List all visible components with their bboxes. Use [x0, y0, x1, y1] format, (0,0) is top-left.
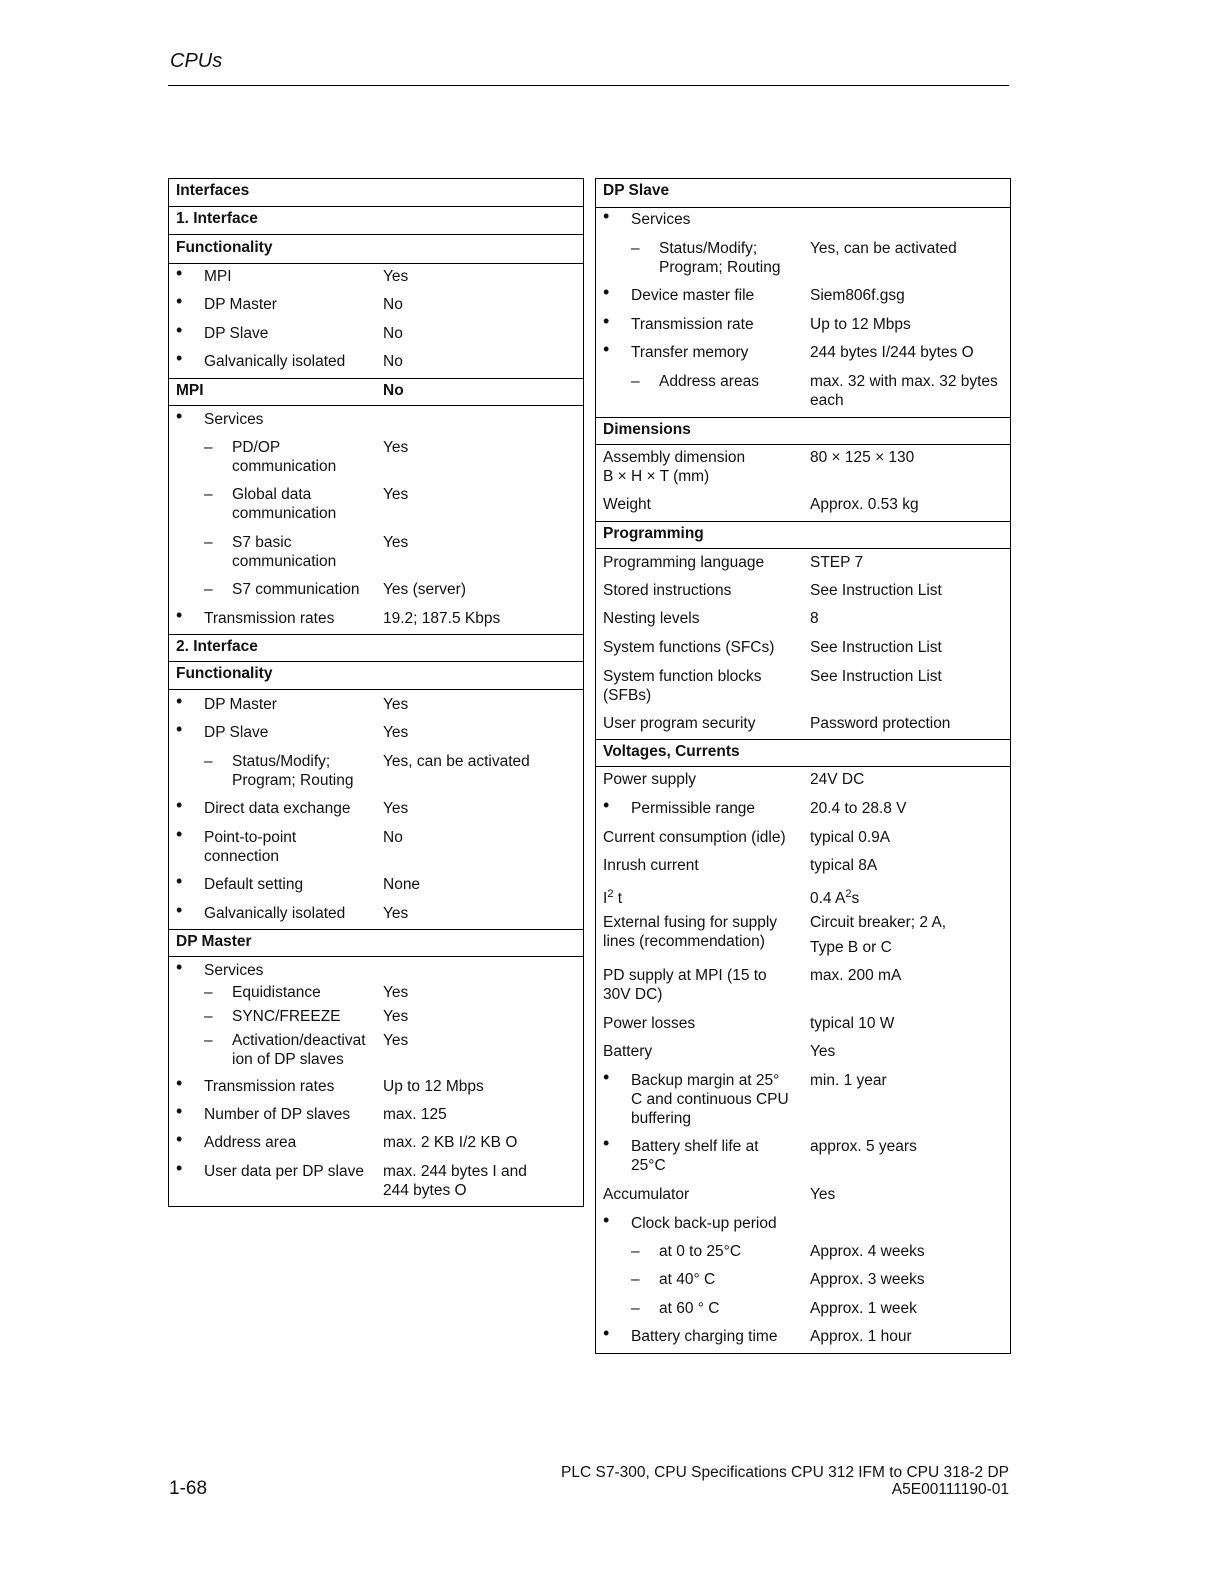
spec-value: See Instruction List [810, 582, 942, 599]
header-functionality-1 [169, 236, 583, 264]
spec-label: S7 communication [232, 581, 360, 598]
spec-value [810, 885, 859, 908]
spec-value: Approx. 1 hour [810, 1328, 912, 1345]
bullet-icon: • [176, 719, 183, 739]
bullet-icon: • [603, 1323, 610, 1343]
header-label: Functionality [176, 665, 273, 682]
spec-value: typical 10 W [810, 1015, 895, 1032]
section-title: CPUs [170, 50, 223, 72]
spec-value: Approx. 0.53 kg [810, 496, 919, 513]
spec-label [603, 885, 622, 908]
header-programming [596, 521, 1010, 549]
bullet-icon: • [603, 206, 610, 226]
bullet-icon: • [603, 1067, 610, 1087]
spec-value: max. 32 with max. 32 bytes each [810, 373, 998, 409]
spec-label: PD supply at MPI (15 to 30V DC) [603, 967, 767, 1003]
spec-value: Circuit breaker; 2 A, Type B or C [810, 914, 947, 956]
spec-value: Approx. 3 weeks [810, 1271, 925, 1288]
header-label: MPI [176, 382, 204, 399]
bullet-icon: • [176, 291, 183, 311]
bullet-icon: • [603, 795, 610, 815]
spec-value: Yes [810, 1043, 836, 1060]
bullet-icon: • [176, 1158, 183, 1178]
spec-value: Approx. 1 week [810, 1300, 917, 1317]
spec-label: Activation/deactivat ion of DP slaves [232, 1032, 366, 1068]
spec-value: Yes, can be activated [810, 240, 957, 257]
spec-label: Accumulator [603, 1186, 690, 1203]
spec-value: Yes [383, 1008, 409, 1025]
right-spec-table [595, 178, 1011, 1354]
spec-label: Address area [204, 1134, 297, 1151]
spec-label: Equidistance [232, 984, 321, 1001]
spec-value: Up to 12 Mbps [383, 1078, 484, 1095]
left-spec-table [168, 178, 584, 1207]
spec-label: SYNC/FREEZE [232, 1008, 341, 1025]
bullet-icon: • [176, 263, 183, 283]
spec-label: Services [204, 411, 264, 428]
spec-label: Programming language [603, 554, 765, 571]
spec-label: Weight [603, 496, 651, 513]
spec-value: Yes [383, 1032, 409, 1049]
spec-label: Galvanically isolated [204, 905, 346, 922]
spec-label: Point-to-point connection [204, 829, 297, 865]
spec-label: Global data communication [232, 486, 337, 522]
spec-label: Default setting [204, 876, 304, 893]
header-label: 2. Interface [176, 638, 258, 655]
spec-value: None [383, 876, 421, 893]
dash-icon: – [631, 240, 640, 257]
spec-label: Assembly dimension B × H × T (mm) [603, 449, 746, 485]
spec-label: DP Slave [204, 325, 269, 342]
spec-value: approx. 5 years [810, 1138, 917, 1155]
spec-label: DP Master [204, 696, 277, 713]
spec-label: S7 basic communication [232, 534, 337, 570]
spec-label: Battery charging time [631, 1328, 778, 1345]
spec-value: Yes [383, 800, 409, 817]
bullet-icon: • [176, 1073, 183, 1093]
header-functionality-2 [169, 662, 583, 690]
dash-icon: – [204, 1008, 213, 1025]
header-dp-master [169, 929, 583, 957]
spec-value: Password protection [810, 715, 951, 732]
spec-label: Galvanically isolated [204, 353, 346, 370]
i2t-end: t [613, 890, 623, 908]
document-id: A5E00111190-01 [891, 1481, 1009, 1498]
spec-value: No [383, 353, 403, 370]
spec-value: max. 2 KB I/2 KB O [383, 1134, 518, 1151]
header-dp-slave [596, 179, 1010, 208]
spec-value: typical 0.9A [810, 829, 891, 846]
spec-label: Clock back-up period [631, 1215, 777, 1232]
spec-value: max. 244 bytes I and 244 bytes O [383, 1163, 527, 1199]
bullet-icon: • [176, 824, 183, 844]
spec-label: Inrush current [603, 857, 699, 874]
header-value: No [383, 382, 404, 399]
header-interface-1 [169, 207, 583, 235]
spec-label: System functions (SFCs) [603, 639, 775, 656]
spec-value: Yes (server) [383, 581, 466, 598]
i2t-value-sup: 2 [845, 888, 852, 900]
header-label: Programming [603, 525, 704, 542]
spec-label: DP Slave [204, 724, 269, 741]
bullet-icon: • [603, 282, 610, 302]
bullet-icon: • [176, 1101, 183, 1121]
spec-value: Yes [383, 486, 409, 503]
header-voltages-currents [596, 739, 1010, 767]
bullet-icon: • [176, 406, 183, 426]
header-label: Dimensions [603, 421, 691, 438]
spec-value: 24V DC [810, 771, 865, 788]
bullet-icon: • [176, 871, 183, 891]
dash-icon: – [204, 1032, 213, 1049]
spec-label: Transmission rate [631, 316, 754, 333]
page-number: 1-68 [169, 1478, 208, 1499]
spec-value: Up to 12 Mbps [810, 316, 911, 333]
dash-icon: – [204, 486, 213, 503]
spec-value: Yes [383, 984, 409, 1001]
spec-value: max. 125 [383, 1106, 447, 1123]
bullet-icon: • [176, 795, 183, 815]
bullet-icon: • [176, 1129, 183, 1149]
dash-icon: – [204, 984, 213, 1001]
spec-value: No [383, 296, 403, 313]
spec-label: Backup margin at 25° C and continuous CPU buffering [631, 1072, 789, 1127]
header-interface-2 [169, 634, 583, 662]
spec-value: STEP 7 [810, 554, 864, 571]
spec-label: Battery [603, 1043, 653, 1060]
spec-value: Yes [810, 1186, 836, 1203]
spec-label: Device master file [631, 287, 755, 304]
spec-value: Yes [383, 534, 409, 551]
spec-label: Stored instructions [603, 582, 732, 599]
spec-label: Direct data exchange [204, 800, 351, 817]
spec-label: Current consumption (idle) [603, 829, 786, 846]
spec-value: Yes, can be activated [383, 753, 530, 770]
spec-label: Transmission rates [204, 1078, 335, 1095]
header-label: Interfaces [176, 182, 250, 199]
bullet-icon: • [603, 1210, 610, 1230]
dash-icon: – [631, 373, 640, 390]
header-rule [168, 85, 1009, 86]
spec-value: No [383, 829, 403, 846]
spec-value: Yes [383, 724, 409, 741]
spec-value: 244 bytes I/244 bytes O [810, 344, 974, 361]
spec-label: Address areas [659, 373, 759, 390]
dash-icon: – [631, 1243, 640, 1260]
spec-value: 80 × 125 × 130 [810, 449, 915, 466]
header-label: DP Master [176, 933, 252, 950]
bullet-icon: • [176, 691, 183, 711]
spec-label: at 0 to 25°C [659, 1243, 742, 1260]
dash-icon: – [204, 581, 213, 598]
dash-icon: – [204, 439, 213, 456]
spec-value: min. 1 year [810, 1072, 887, 1089]
spec-value: Approx. 4 weeks [810, 1243, 925, 1260]
spec-value: typical 8A [810, 857, 878, 874]
spec-label: PD/OP communication [232, 439, 337, 475]
spec-label: MPI [204, 268, 232, 285]
i2t-value-base: 0.4 A [810, 890, 846, 908]
dash-icon: – [631, 1300, 640, 1317]
spec-value: 20.4 to 28.8 V [810, 800, 907, 817]
spec-label: User data per DP slave [204, 1163, 364, 1180]
spec-value: Yes [383, 696, 409, 713]
spec-value: 8 [810, 610, 819, 627]
spec-label: DP Master [204, 296, 277, 313]
header-label: Functionality [176, 239, 273, 256]
bullet-icon: • [603, 1133, 610, 1153]
spec-label: Permissible range [631, 800, 756, 817]
document-reference [561, 1464, 1009, 1498]
spec-label: Services [631, 211, 691, 228]
bullet-icon: • [603, 311, 610, 331]
spec-label: Power losses [603, 1015, 696, 1032]
spec-label: Number of DP slaves [204, 1106, 351, 1123]
spec-label: Power supply [603, 771, 697, 788]
spec-label: at 60 ° C [659, 1300, 720, 1317]
header-label: 1. Interface [176, 210, 258, 227]
spec-label: Battery shelf life at 25°C [631, 1138, 759, 1174]
header-label: Voltages, Currents [603, 743, 740, 760]
bullet-icon: • [176, 605, 183, 625]
spec-value: Yes [383, 439, 409, 456]
spec-label: Status/Modify; Program; Routing [659, 240, 781, 276]
spec-label: at 40° C [659, 1271, 716, 1288]
dash-icon: – [204, 534, 213, 551]
document-title: PLC S7-300, CPU Specifications CPU 312 IFM to CPU 318-2 DP [561, 1464, 1009, 1481]
header-label: DP Slave [603, 182, 670, 199]
header-interfaces [169, 179, 583, 207]
dash-icon: – [204, 753, 213, 770]
i2t-value-end: s [851, 890, 860, 908]
bullet-icon: • [176, 957, 183, 977]
bullet-icon: • [176, 348, 183, 368]
i2t-sup: 2 [607, 888, 614, 900]
spec-label: External fusing for supply lines (recommendation) [603, 914, 778, 950]
dash-icon: – [631, 1271, 640, 1288]
header-dimensions [596, 417, 1010, 445]
spec-value: Yes [383, 905, 409, 922]
spec-label: System function blocks (SFBs) [603, 668, 762, 704]
spec-label: Transfer memory [631, 344, 749, 361]
spec-value: max. 200 mA [810, 967, 902, 984]
header-mpi [169, 378, 583, 406]
spec-value: See Instruction List [810, 668, 942, 685]
spec-value: See Instruction List [810, 639, 942, 656]
bullet-icon: • [603, 339, 610, 359]
i2t-base: I [603, 890, 608, 908]
spec-label: Nesting levels [603, 610, 700, 627]
spec-label: User program security [603, 715, 756, 732]
spec-label: Services [204, 962, 264, 979]
bullet-icon: • [176, 320, 183, 340]
bullet-icon: • [176, 900, 183, 920]
spec-value: 19.2; 187.5 Kbps [383, 610, 501, 627]
spec-label: Status/Modify; Program; Routing [232, 753, 354, 789]
spec-value: No [383, 325, 403, 342]
spec-value: Siem806f.gsg [810, 287, 905, 304]
spec-value: Yes [383, 268, 409, 285]
spec-label: Transmission rates [204, 610, 335, 627]
